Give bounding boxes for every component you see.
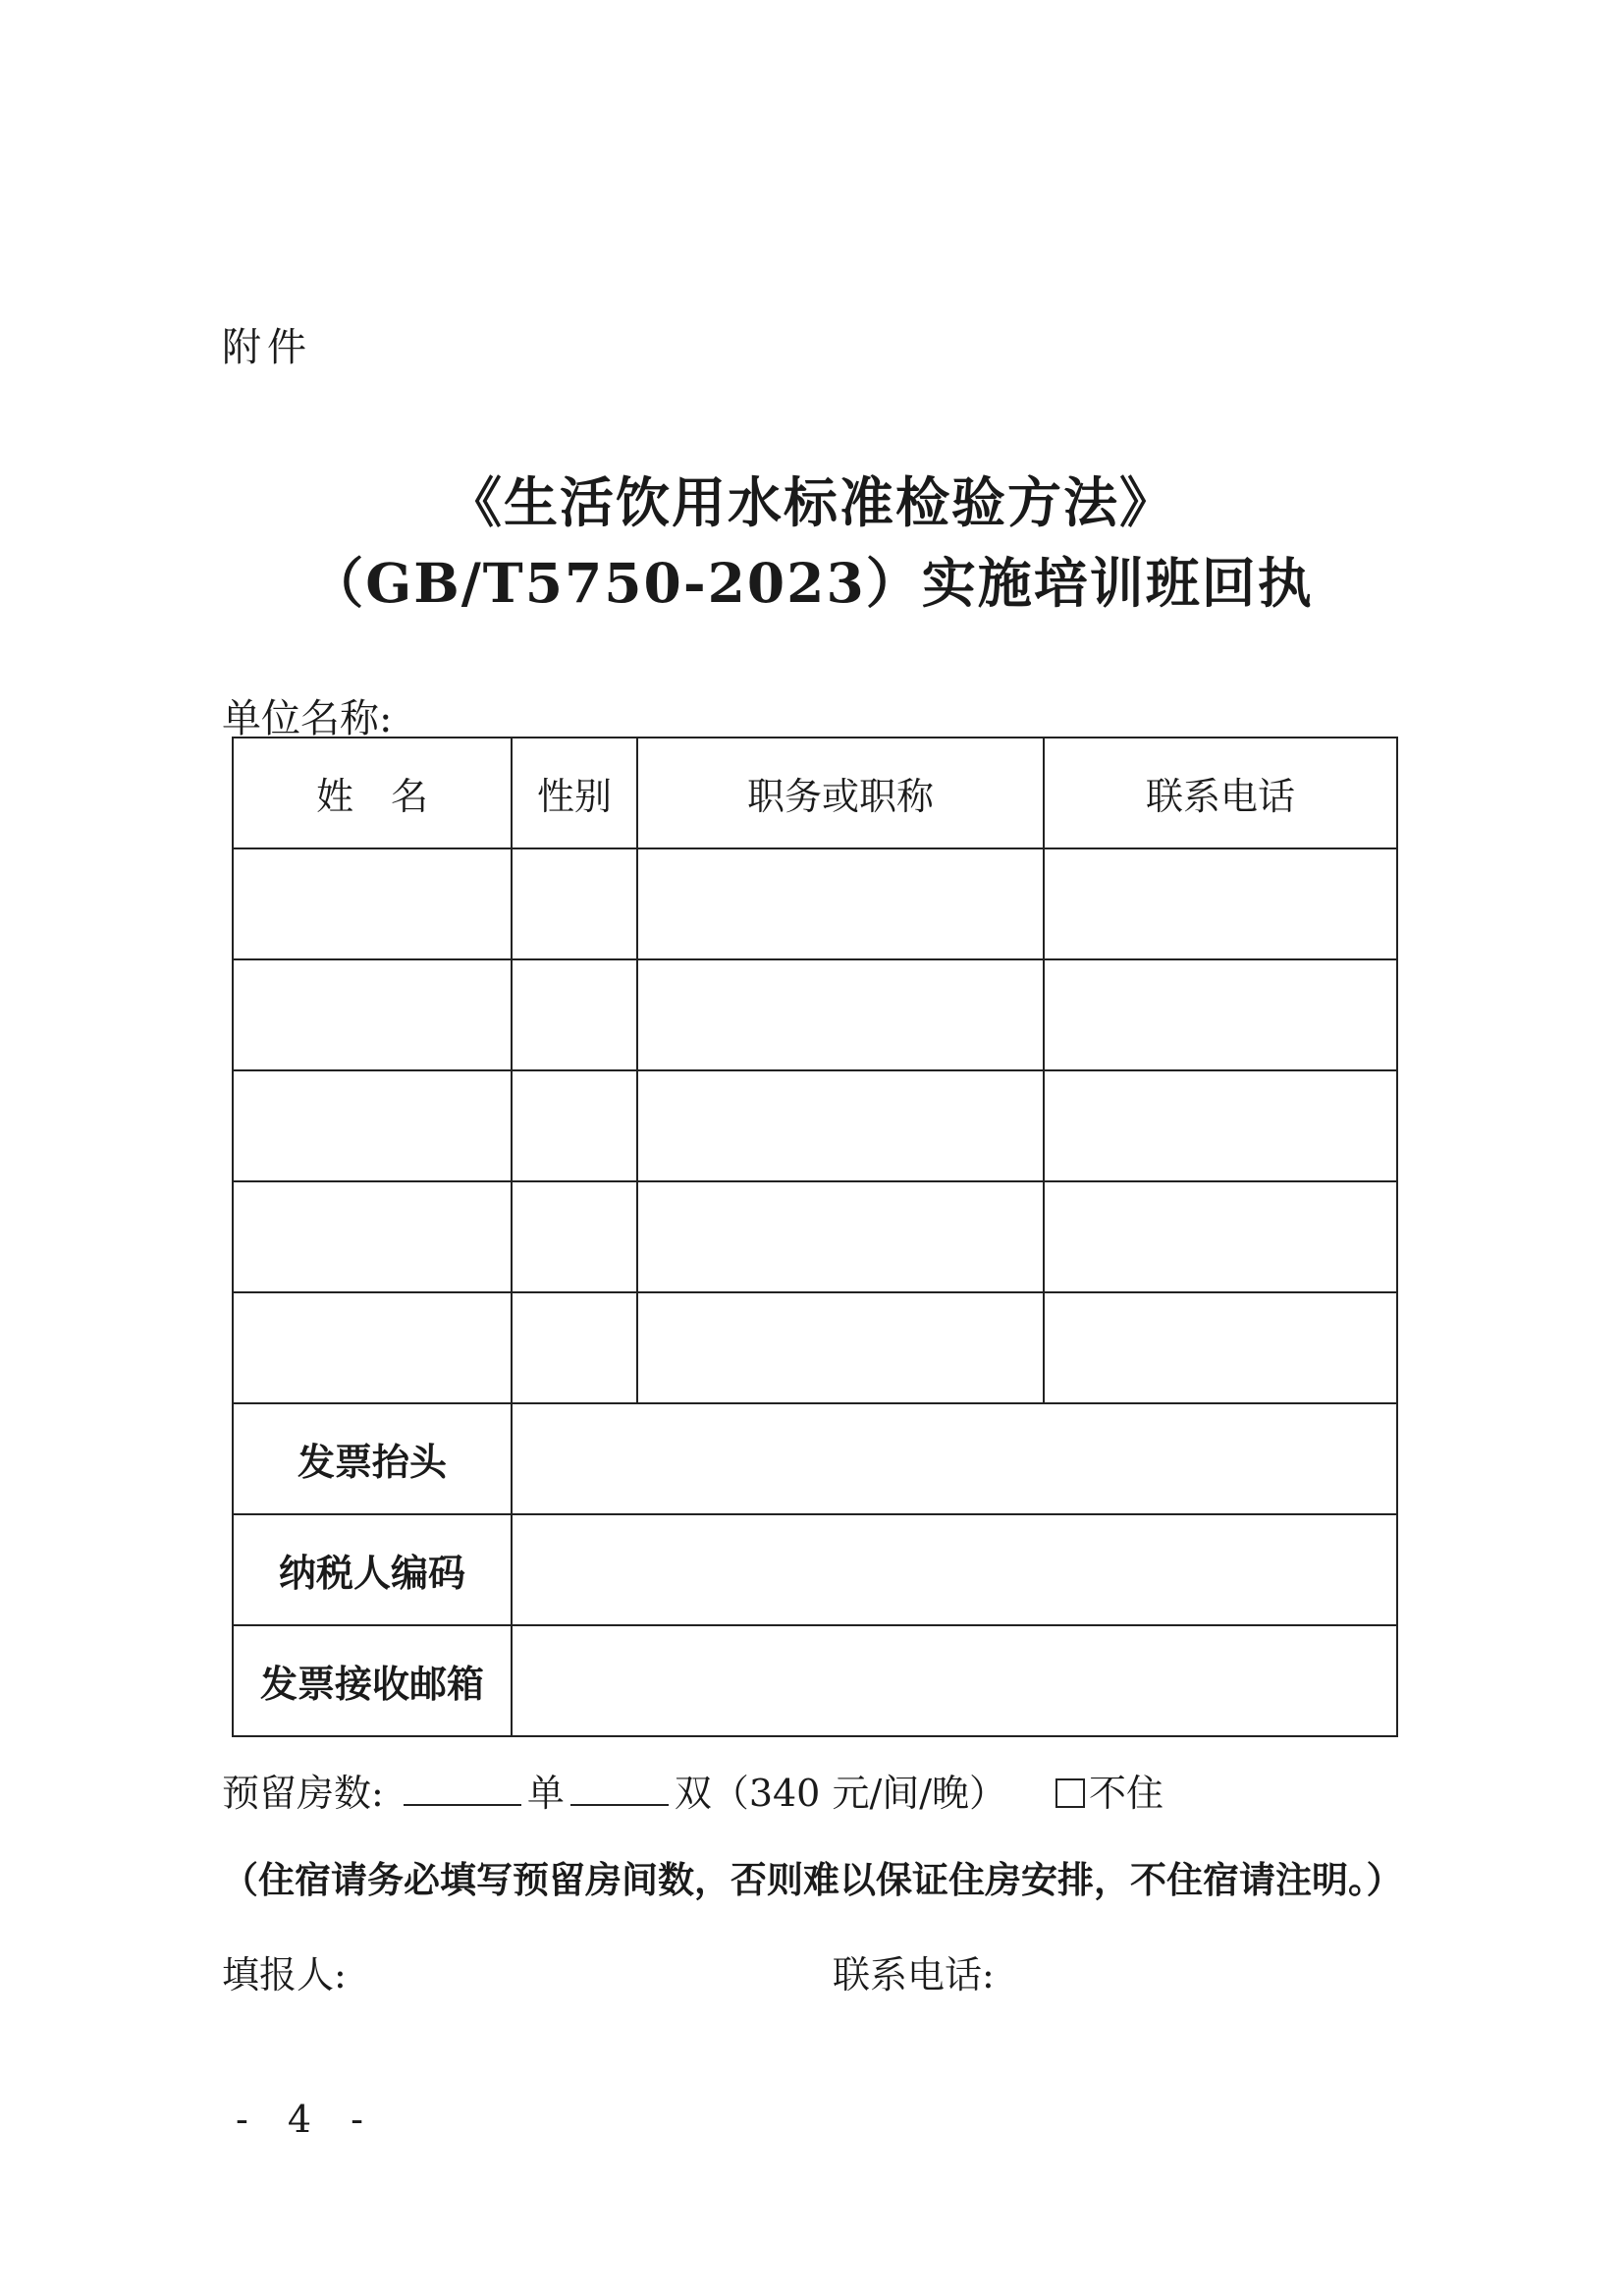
title-line-2: （GB/T5750-2023）实施培训班回执 — [309, 551, 1314, 615]
phone-cell[interactable] — [1044, 848, 1397, 959]
single-room-label: 单 — [526, 1772, 565, 1815]
filler-label: 填报人: — [222, 1953, 347, 1996]
invoice-title-field[interactable] — [512, 1403, 1397, 1514]
invoice-email-row — [233, 1625, 1397, 1736]
gender-cell[interactable] — [512, 848, 637, 959]
name-cell[interactable] — [233, 848, 512, 959]
room-reservation-line — [222, 1763, 1163, 1817]
phone-cell[interactable] — [1044, 1070, 1397, 1181]
gender-cell[interactable] — [512, 1070, 637, 1181]
no-stay-checkbox[interactable] — [1055, 1778, 1085, 1808]
title-line-1: 《生活饮用水标准检验方法》 — [447, 470, 1175, 534]
table-row — [233, 1070, 1397, 1181]
invoice-email-label: 发票接收邮箱 — [233, 1625, 512, 1736]
no-stay-label: 不住 — [1089, 1772, 1164, 1815]
name-cell[interactable] — [233, 1292, 512, 1403]
header-gender: 性别 — [512, 738, 637, 848]
name-cell[interactable] — [233, 1181, 512, 1292]
table-header-row — [233, 738, 1397, 848]
contact-phone-label: 联系电话: — [833, 1953, 995, 1996]
double-room-blank[interactable] — [570, 1775, 669, 1806]
table-row — [233, 1181, 1397, 1292]
header-name: 姓 名 — [233, 738, 512, 848]
header-position: 职务或职称 — [637, 738, 1044, 848]
name-cell[interactable] — [233, 1070, 512, 1181]
taxpayer-code-field[interactable] — [512, 1514, 1397, 1625]
taxpayer-code-label: 纳税人编码 — [233, 1514, 512, 1625]
header-phone: 联系电话 — [1044, 738, 1397, 848]
name-cell[interactable] — [233, 959, 512, 1070]
table-row — [233, 959, 1397, 1070]
phone-cell[interactable] — [1044, 959, 1397, 1070]
invoice-title-row — [233, 1403, 1397, 1514]
accommodation-note: （住宿请务必填写预留房间数，否则难以保证住房安排，不住宿请注明。） — [222, 1858, 1403, 1901]
table-row — [233, 848, 1397, 959]
double-room-label: 双（340 元/间/晚） — [674, 1772, 1007, 1815]
table-row — [233, 1292, 1397, 1403]
attachment-label: 附件 — [222, 325, 312, 370]
invoice-email-field[interactable] — [512, 1625, 1397, 1736]
phone-cell[interactable] — [1044, 1292, 1397, 1403]
page-number: - 4 - — [236, 2098, 378, 2141]
rooms-label: 预留房数: — [222, 1772, 384, 1815]
gender-cell[interactable] — [512, 1292, 637, 1403]
position-cell[interactable] — [637, 1181, 1044, 1292]
phone-cell[interactable] — [1044, 1181, 1397, 1292]
unit-name-label: 单位名称: — [222, 696, 393, 741]
position-cell[interactable] — [637, 1070, 1044, 1181]
single-room-blank[interactable] — [404, 1775, 521, 1806]
taxpayer-code-row — [233, 1514, 1397, 1625]
position-cell[interactable] — [637, 848, 1044, 959]
invoice-title-label: 发票抬头 — [233, 1403, 512, 1514]
gender-cell[interactable] — [512, 1181, 637, 1292]
position-cell[interactable] — [637, 1292, 1044, 1403]
position-cell[interactable] — [637, 959, 1044, 1070]
registration-table — [232, 737, 1398, 1737]
gender-cell[interactable] — [512, 959, 637, 1070]
